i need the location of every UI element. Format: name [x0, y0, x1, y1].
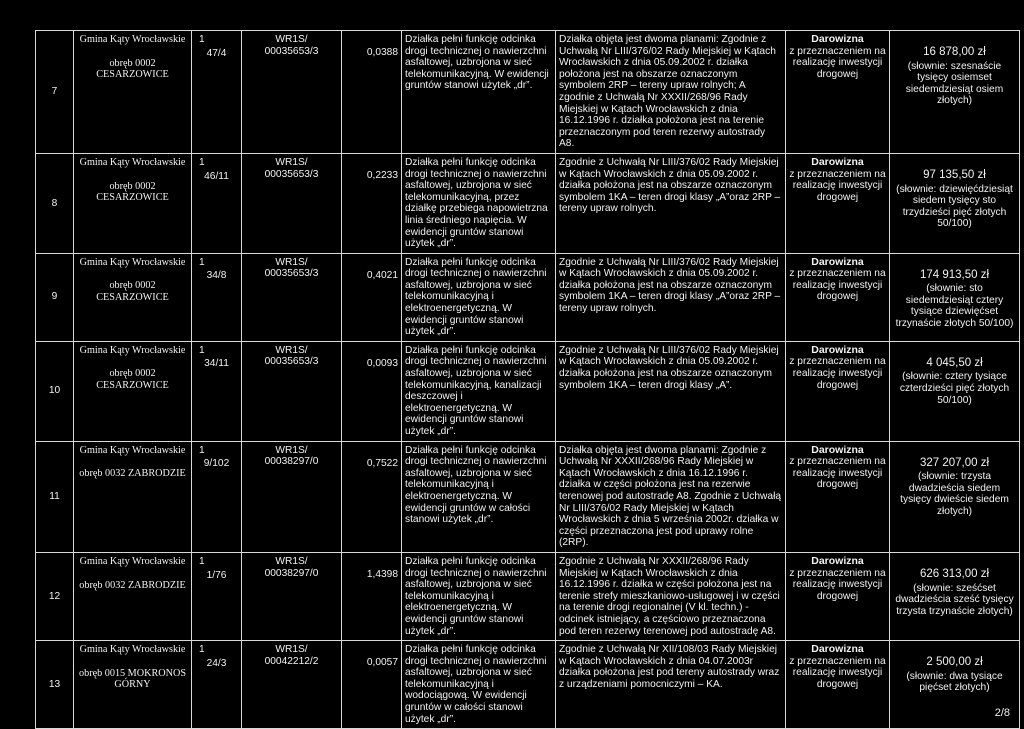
- area-cell: 0,0057: [342, 641, 402, 729]
- transfer-form-cell: [786, 31, 890, 154]
- price-in-words: (słownie: sześćset dwadzieścia sześć tysięcy trzysta trzynaście złotych): [895, 582, 1014, 617]
- location-cell: [74, 441, 192, 552]
- land-register-cell: [242, 253, 342, 341]
- gmina-name: Gmina Kąty Wrocławskie: [79, 156, 186, 168]
- obreb-name: obręb 0032 ZABRODZIE: [79, 468, 186, 480]
- location-cell: [74, 641, 192, 729]
- parcel-number: 47/4: [206, 47, 227, 59]
- location-cell: [74, 253, 192, 341]
- transfer-form-text: z przeznaczeniem na realizację inwestycji drogowej: [789, 45, 886, 80]
- land-register-cell: [242, 153, 342, 253]
- page-number: 2/8: [994, 707, 1010, 719]
- row-number: 9: [36, 253, 74, 341]
- description-cell: Działka pełni funkcję odcinka drogi technicznej o nawierzchni asfaltowej, uzbrojona w sieć telekomunikacyjną, przez działkę przebiega napowietrzna linia średniego napięcia. W ewidencji gruntów stanowi użytek „dr”.: [402, 153, 556, 253]
- transfer-form-cell: [786, 441, 890, 552]
- transfer-form-text: z przeznaczeniem na realizację inwestycji drogowej: [789, 567, 886, 602]
- transfer-form-text: z przeznaczeniem na realizację inwestycji drogowej: [789, 268, 886, 303]
- land-register-prefix: WR1S/: [275, 555, 308, 567]
- land-register-number: 00035653/3: [264, 268, 319, 280]
- land-register-number: 00035653/3: [264, 45, 319, 57]
- share-number: 1: [199, 344, 205, 356]
- land-register-number: 00038297/0: [264, 567, 319, 579]
- zoning-plan-cell: Działka objęta jest dwoma planami: Zgodnie z Uchwałą Nr XXXII/268/96 Rady Miejskiej w Kątach Wrocławskich z dnia 16.12.1996 r. działka w części położona jest na rezerwie terenowej pod autostradę A8. Zgodnie z Uchwałą Nr LIII/376/02 Rady Miejskiej w Kątach Wrocławskich z dnia 5 września 2002r. działka w części przeznaczona jest pod uprawy rolne (2RP).: [556, 441, 786, 552]
- location-cell: [74, 31, 192, 154]
- parcel-cell: [192, 153, 242, 253]
- share-number: 1: [199, 34, 205, 45]
- land-register-number: 00038297/0: [264, 456, 319, 468]
- gmina-name: Gmina Kąty Wrocławskie: [79, 444, 186, 456]
- row-number: 13: [36, 641, 74, 729]
- row-number: 10: [36, 341, 74, 441]
- table-body: [36, 31, 1020, 729]
- transfer-form-title: Darowizna: [811, 343, 864, 356]
- property-table: [35, 30, 1020, 729]
- location-cell: [74, 341, 192, 441]
- share-number: 1: [199, 256, 205, 268]
- area-cell: 0,0388: [342, 31, 402, 154]
- price-in-words: (słownie: dwa tysiące pięćset złotych): [906, 670, 1003, 694]
- zoning-plan-cell: Zgodnie z Uchwałą Nr LIII/376/02 Rady Miejskiej w Kątach Wrocławskich z dnia 05.09.2002 r. działka położona jest na obszarze oznaczonym symbolem 1KA – teren drogi klasy „A”oraz 2RP – tereny upraw rolnych.: [556, 253, 786, 341]
- transfer-form-title: Darowizna: [811, 33, 864, 45]
- land-register-cell: [242, 31, 342, 154]
- price-cell: [890, 253, 1020, 341]
- area-cell: 0,7522: [342, 441, 402, 552]
- parcel-cell: [192, 552, 242, 640]
- transfer-form-title: Darowizna: [811, 443, 864, 456]
- price-cell: [890, 341, 1020, 441]
- transfer-form-cell: [786, 552, 890, 640]
- land-register-cell: [242, 552, 342, 640]
- area-cell: 0,0093: [342, 341, 402, 441]
- land-register-prefix: WR1S/: [275, 644, 308, 656]
- land-register-number: 00035653/3: [264, 356, 319, 368]
- price-in-words: (słownie: cztery tysiące czterdzieści pięć złotych 50/100): [899, 371, 1010, 406]
- transfer-form-title: Darowizna: [811, 554, 864, 567]
- parcel-number: 46/11: [204, 170, 229, 182]
- price-in-words: (słownie: dziewięćdziesiąt siedem tysięcy sto trzydzieści pięć złotych 50/100): [896, 183, 1013, 230]
- description-cell: Działka pełni funkcję odcinka drogi technicznej o nawierzchni asfaltowej, uzbrojona w sieć telekomunikacyjną i wodociągową. W ewidencji gruntów w całości stanowi użytek „dr”.: [402, 641, 556, 729]
- price-in-words: (słownie: szesnaście tysięcy osiemset siedemdziesiąt osiem złotych): [905, 60, 1004, 107]
- transfer-form-cell: [786, 253, 890, 341]
- transfer-form-text: z przeznaczeniem na realizację inwestycji drogowej: [789, 168, 886, 203]
- parcel-cell: [192, 341, 242, 441]
- table-row: [36, 31, 1020, 154]
- table-row: [36, 153, 1020, 253]
- price-amount: 327 207,00 zł: [919, 456, 990, 469]
- obreb-name: obręb 0002 CESARZOWICE: [96, 368, 169, 392]
- row-number: 12: [36, 552, 74, 640]
- row-number: 7: [36, 31, 74, 154]
- obreb-name: obręb 0002 CESARZOWICE: [96, 180, 169, 204]
- parcel-number: 34/8: [206, 270, 227, 282]
- price-amount: 16 878,00 zł: [923, 46, 986, 58]
- parcel-number: 24/3: [206, 657, 227, 669]
- share-number: 1: [199, 644, 205, 656]
- parcel-number: 1/76: [206, 569, 227, 581]
- price-amount: 4 045,50 zł: [926, 356, 983, 369]
- parcel-cell: [192, 253, 242, 341]
- price-cell: [890, 552, 1020, 640]
- table-row: [36, 641, 1020, 729]
- table-row: [36, 552, 1020, 640]
- gmina-name: Gmina Kąty Wrocławskie: [79, 344, 186, 356]
- zoning-plan-cell: Zgodnie z Uchwałą Nr XII/108/03 Rady Miejskiej w Kątach Wrocławskich z dnia 04.07.2003r działka położona jest pod tereny autostrady wraz z urządzeniami pomocniczymi – KA.: [556, 641, 786, 729]
- gmina-name: Gmina Kąty Wrocławskie: [79, 34, 186, 45]
- price-cell: [890, 153, 1020, 253]
- table-row: [36, 341, 1020, 441]
- location-cell: [74, 552, 192, 640]
- area-cell: 1,4398: [342, 552, 402, 640]
- price-in-words: (słownie: sto siedemdziesiąt cztery tysiące dziewięćset trzynaście złotych 50/100): [895, 283, 1014, 330]
- row-number: 8: [36, 153, 74, 253]
- obreb-name: obręb 0032 ZABRODZIE: [79, 579, 186, 591]
- zoning-plan-cell: Zgodnie z Uchwałą Nr LIII/376/02 Rady Miejskiej w Kątach Wrocławskich z dnia 05.09.2002 r. działka położona jest na obszarze oznaczonym symbolem 1KA – teren drogi klasy „A”oraz 2RP – tereny upraw rolnych.: [556, 153, 786, 253]
- zoning-plan-cell: Zgodnie z Uchwałą Nr LIII/376/02 Rady Miejskiej w Kątach Wrocławskich z dnia 05.09.2002 r. działka położona jest na obszarze oznaczonym symbolem 1KA – teren drogi klasy „A”.: [556, 341, 786, 441]
- transfer-form-text: z przeznaczeniem na realizację inwestycji drogowej: [789, 655, 886, 690]
- transfer-form-text: z przeznaczeniem na realizację inwestycji drogowej: [789, 356, 886, 391]
- obreb-name: obręb 0002 CESARZOWICE: [96, 57, 169, 81]
- table-row: [36, 253, 1020, 341]
- price-in-words: (słownie: trzysta dwadzieścia siedem tysięcy dwieście siedem złotych): [900, 471, 1009, 517]
- land-register-cell: [242, 641, 342, 729]
- parcel-cell: [192, 641, 242, 729]
- transfer-form-title: Darowizna: [811, 643, 864, 656]
- transfer-form-cell: [786, 641, 890, 729]
- obreb-name: obręb 0002 CESARZOWICE: [96, 280, 169, 303]
- zoning-plan-cell: Działka objęta jest dwoma planami: Zgodnie z Uchwałą Nr LIII/376/02 Rady Miejskiej w Kątach Wrocławskich z dnia 05.09.2002 r. działka położona jest na obszarze oznaczonym symbolem 2RP – tereny upraw rolnych; A zgodnie z Uchwałą Nr XXXII/268/96 Rady Miejskiej w Kątach Wrocławskich z dnia 16.12.1996 r. działka położona jest na terenie przeznaczonym pod teren rezerwy autostrady A8.: [556, 31, 786, 154]
- land-register-cell: [242, 341, 342, 441]
- description-cell: Działka pełni funkcję odcinka drogi technicznej o nawierzchni asfaltowej, uzbrojona w sieć telekomunikacyjną, kanalizacji deszczowej i elektroenergetyczną. W ewidencji gruntów stanowi użytek „dr”.: [402, 341, 556, 441]
- land-register-cell: [242, 441, 342, 552]
- land-register-prefix: WR1S/: [275, 344, 308, 356]
- row-number: 11: [36, 441, 74, 552]
- area-cell: 0,2233: [342, 153, 402, 253]
- transfer-form-title: Darowizna: [811, 255, 864, 268]
- share-number: 1: [199, 444, 205, 456]
- price-amount: 626 313,00 zł: [919, 567, 990, 580]
- land-register-number: 00042212/2: [264, 655, 319, 667]
- share-number: 1: [199, 555, 205, 567]
- gmina-name: Gmina Kąty Wrocławskie: [79, 644, 186, 656]
- parcel-cell: [192, 441, 242, 552]
- description-cell: Działka pełni funkcję odcinka drogi technicznej o nawierzchni asfaltowej, uzbrojona w sieć telekomunikacyjną. W ewidencji gruntów stanowi użytek „dr”.: [402, 31, 556, 154]
- zoning-plan-cell: Zgodnie z Uchwałą Nr XXXII/268/96 Rady Miejskiej w Kątach Wrocławskich z dnia 16.12.1996 r. działka w części położona jest na terenie strefy mieszkaniowo-usługowej i w części na terenie drogi regionalnej (V kl. techn.) - odcinek istniejący, a częściowo przeznaczona pod teren rezerwy terenowej pod autostradę A8.: [556, 552, 786, 640]
- obreb-name: obręb 0015 MOKRONOS GÓRNY: [79, 667, 186, 691]
- land-register-prefix: WR1S/: [275, 444, 308, 456]
- description-cell: Działka pełni funkcję odcinka drogi technicznej o nawierzchni asfaltowej, uzbrojona w sieć telekomunikacyjną i elektroenergetyczną. W ewidencji gruntów stanowi użytek „dr”.: [402, 253, 556, 341]
- parcel-cell: [192, 31, 242, 154]
- land-register-prefix: WR1S/: [275, 256, 308, 268]
- share-number: 1: [199, 156, 205, 168]
- area-cell: 0,4021: [342, 253, 402, 341]
- transfer-form-cell: [786, 341, 890, 441]
- parcel-number: 9/102: [203, 458, 230, 470]
- price-amount: 2 500,00 zł: [926, 656, 983, 669]
- gmina-name: Gmina Kąty Wrocławskie: [79, 555, 186, 567]
- land-register-prefix: WR1S/: [275, 34, 308, 45]
- description-cell: Działka pełni funkcję odcinka drogi technicznej o nawierzchni asfaltowej, uzbrojona w sieć telekomunikacyjną i elektroenergetyczną. W ewidencji gruntów w całości stanowi użytek „dr”.: [402, 441, 556, 552]
- land-register-number: 00035653/3: [264, 168, 319, 180]
- transfer-form-text: z przeznaczeniem na realizację inwestycji drogowej: [789, 456, 886, 491]
- land-register-prefix: WR1S/: [275, 156, 308, 168]
- location-cell: [74, 153, 192, 253]
- description-cell: Działka pełni funkcję odcinka drogi technicznej o nawierzchni asfaltowej, uzbrojona w sieć telekomunikacyjną i elektroenergetyczną. W ewidencji gruntów stanowi użytek „dr”.: [402, 552, 556, 640]
- price-amount: 97 135,50 zł: [923, 168, 986, 181]
- table-row: [36, 441, 1020, 552]
- parcel-number: 34/11: [204, 358, 229, 370]
- transfer-form-cell: [786, 153, 890, 253]
- price-cell: [890, 31, 1020, 154]
- transfer-form-title: Darowizna: [811, 155, 864, 168]
- gmina-name: Gmina Kąty Wrocławskie: [79, 256, 186, 268]
- price-amount: 174 913,50 zł: [919, 268, 990, 281]
- price-cell: [890, 441, 1020, 552]
